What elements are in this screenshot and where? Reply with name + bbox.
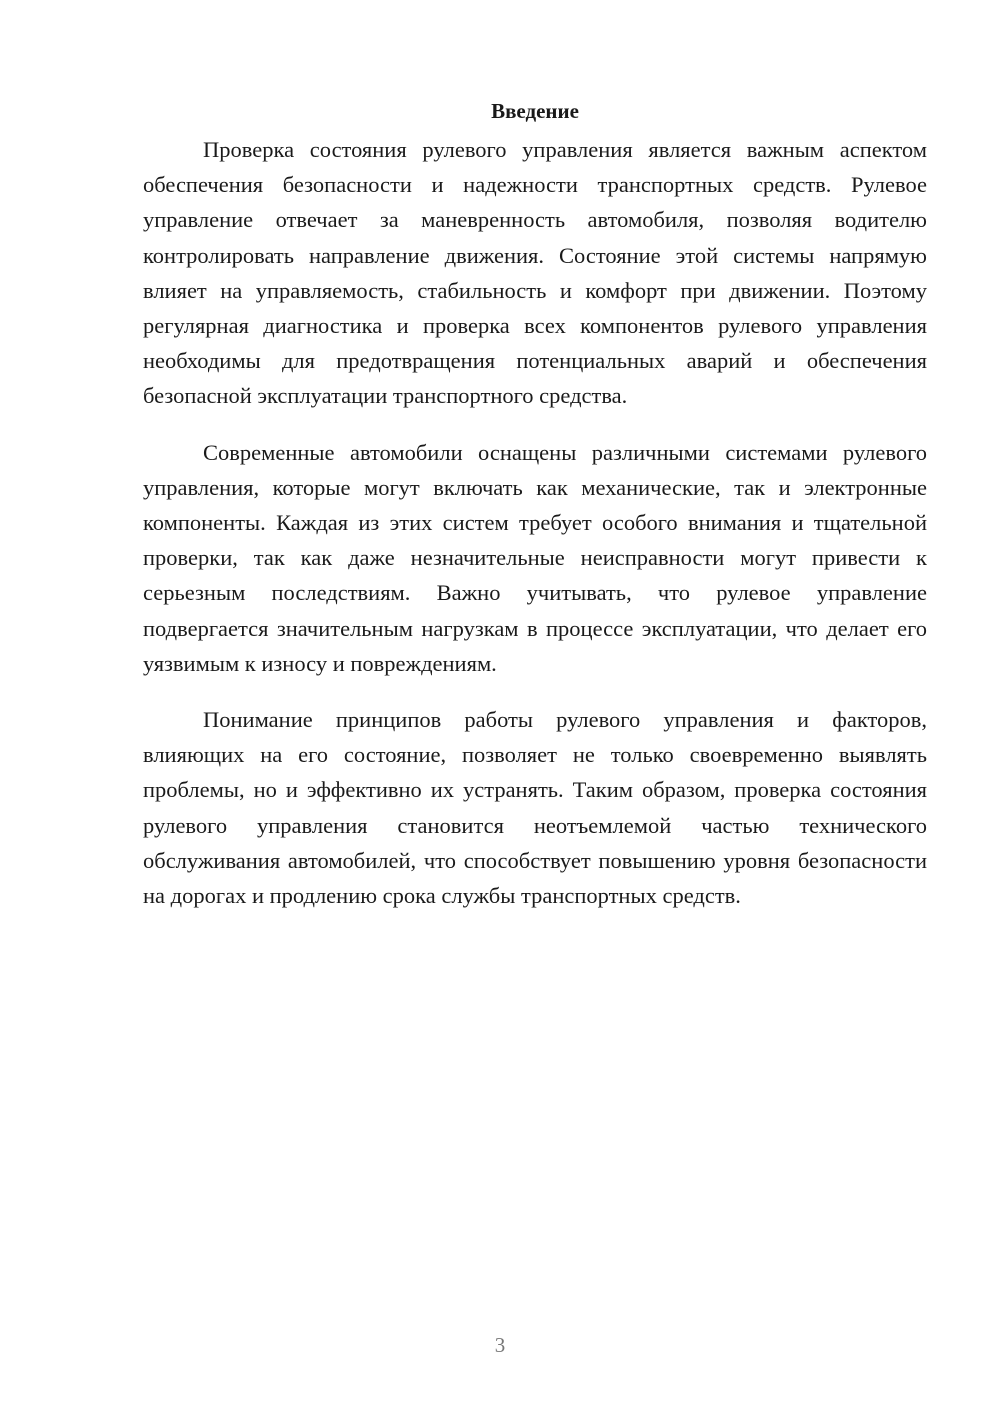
paragraph-1: Проверка состояния рулевого управления является важным аспектом обеспечения безопасности и надежности транспортных средств. Рулевое управление отвечает за маневренность автомобиля, позволяя водителю контролировать направление движения. Состояние этой системы напрямую влияет на управляемость, стабильность и комфорт при движении. Поэтому регулярная диагностика и проверка всех компонентов рулевого управления необходимы для предотвращения потенциальных аварий и обеспечения безопасной эксплуатации транспортного средства. bbox=[143, 137, 927, 409]
page-content bbox=[143, 96, 927, 934]
section-title: Введение bbox=[491, 99, 579, 123]
page-number: 3 bbox=[494, 1333, 506, 1357]
paragraph-3: Понимание принципов работы рулевого управления и факторов, влияющих на его состояние, позволяет не только своевременно выявлять проблемы, но и эффективно их устранять. Таким образом, проверка состояния рулевого управления становится неотъемлемой частью технического обслуживания автомобилей, что способствует повышению уровня безопасности на дорогах и продлению срока службы транспортных средств. bbox=[143, 707, 927, 909]
paragraph-2: Современные автомобили оснащены различными системами рулевого управления, которые могут включать как механические, так и электронные компоненты. Каждая из этих систем требует особого внимания и тщательной проверки, так как даже незначительные неисправности могут привести к серьезным последствиям. Важно учитывать, что рулевое управление подвергается значительным нагрузкам в процессе эксплуатации, что делает его уязвимым к износу и повреждениям. bbox=[143, 439, 927, 676]
